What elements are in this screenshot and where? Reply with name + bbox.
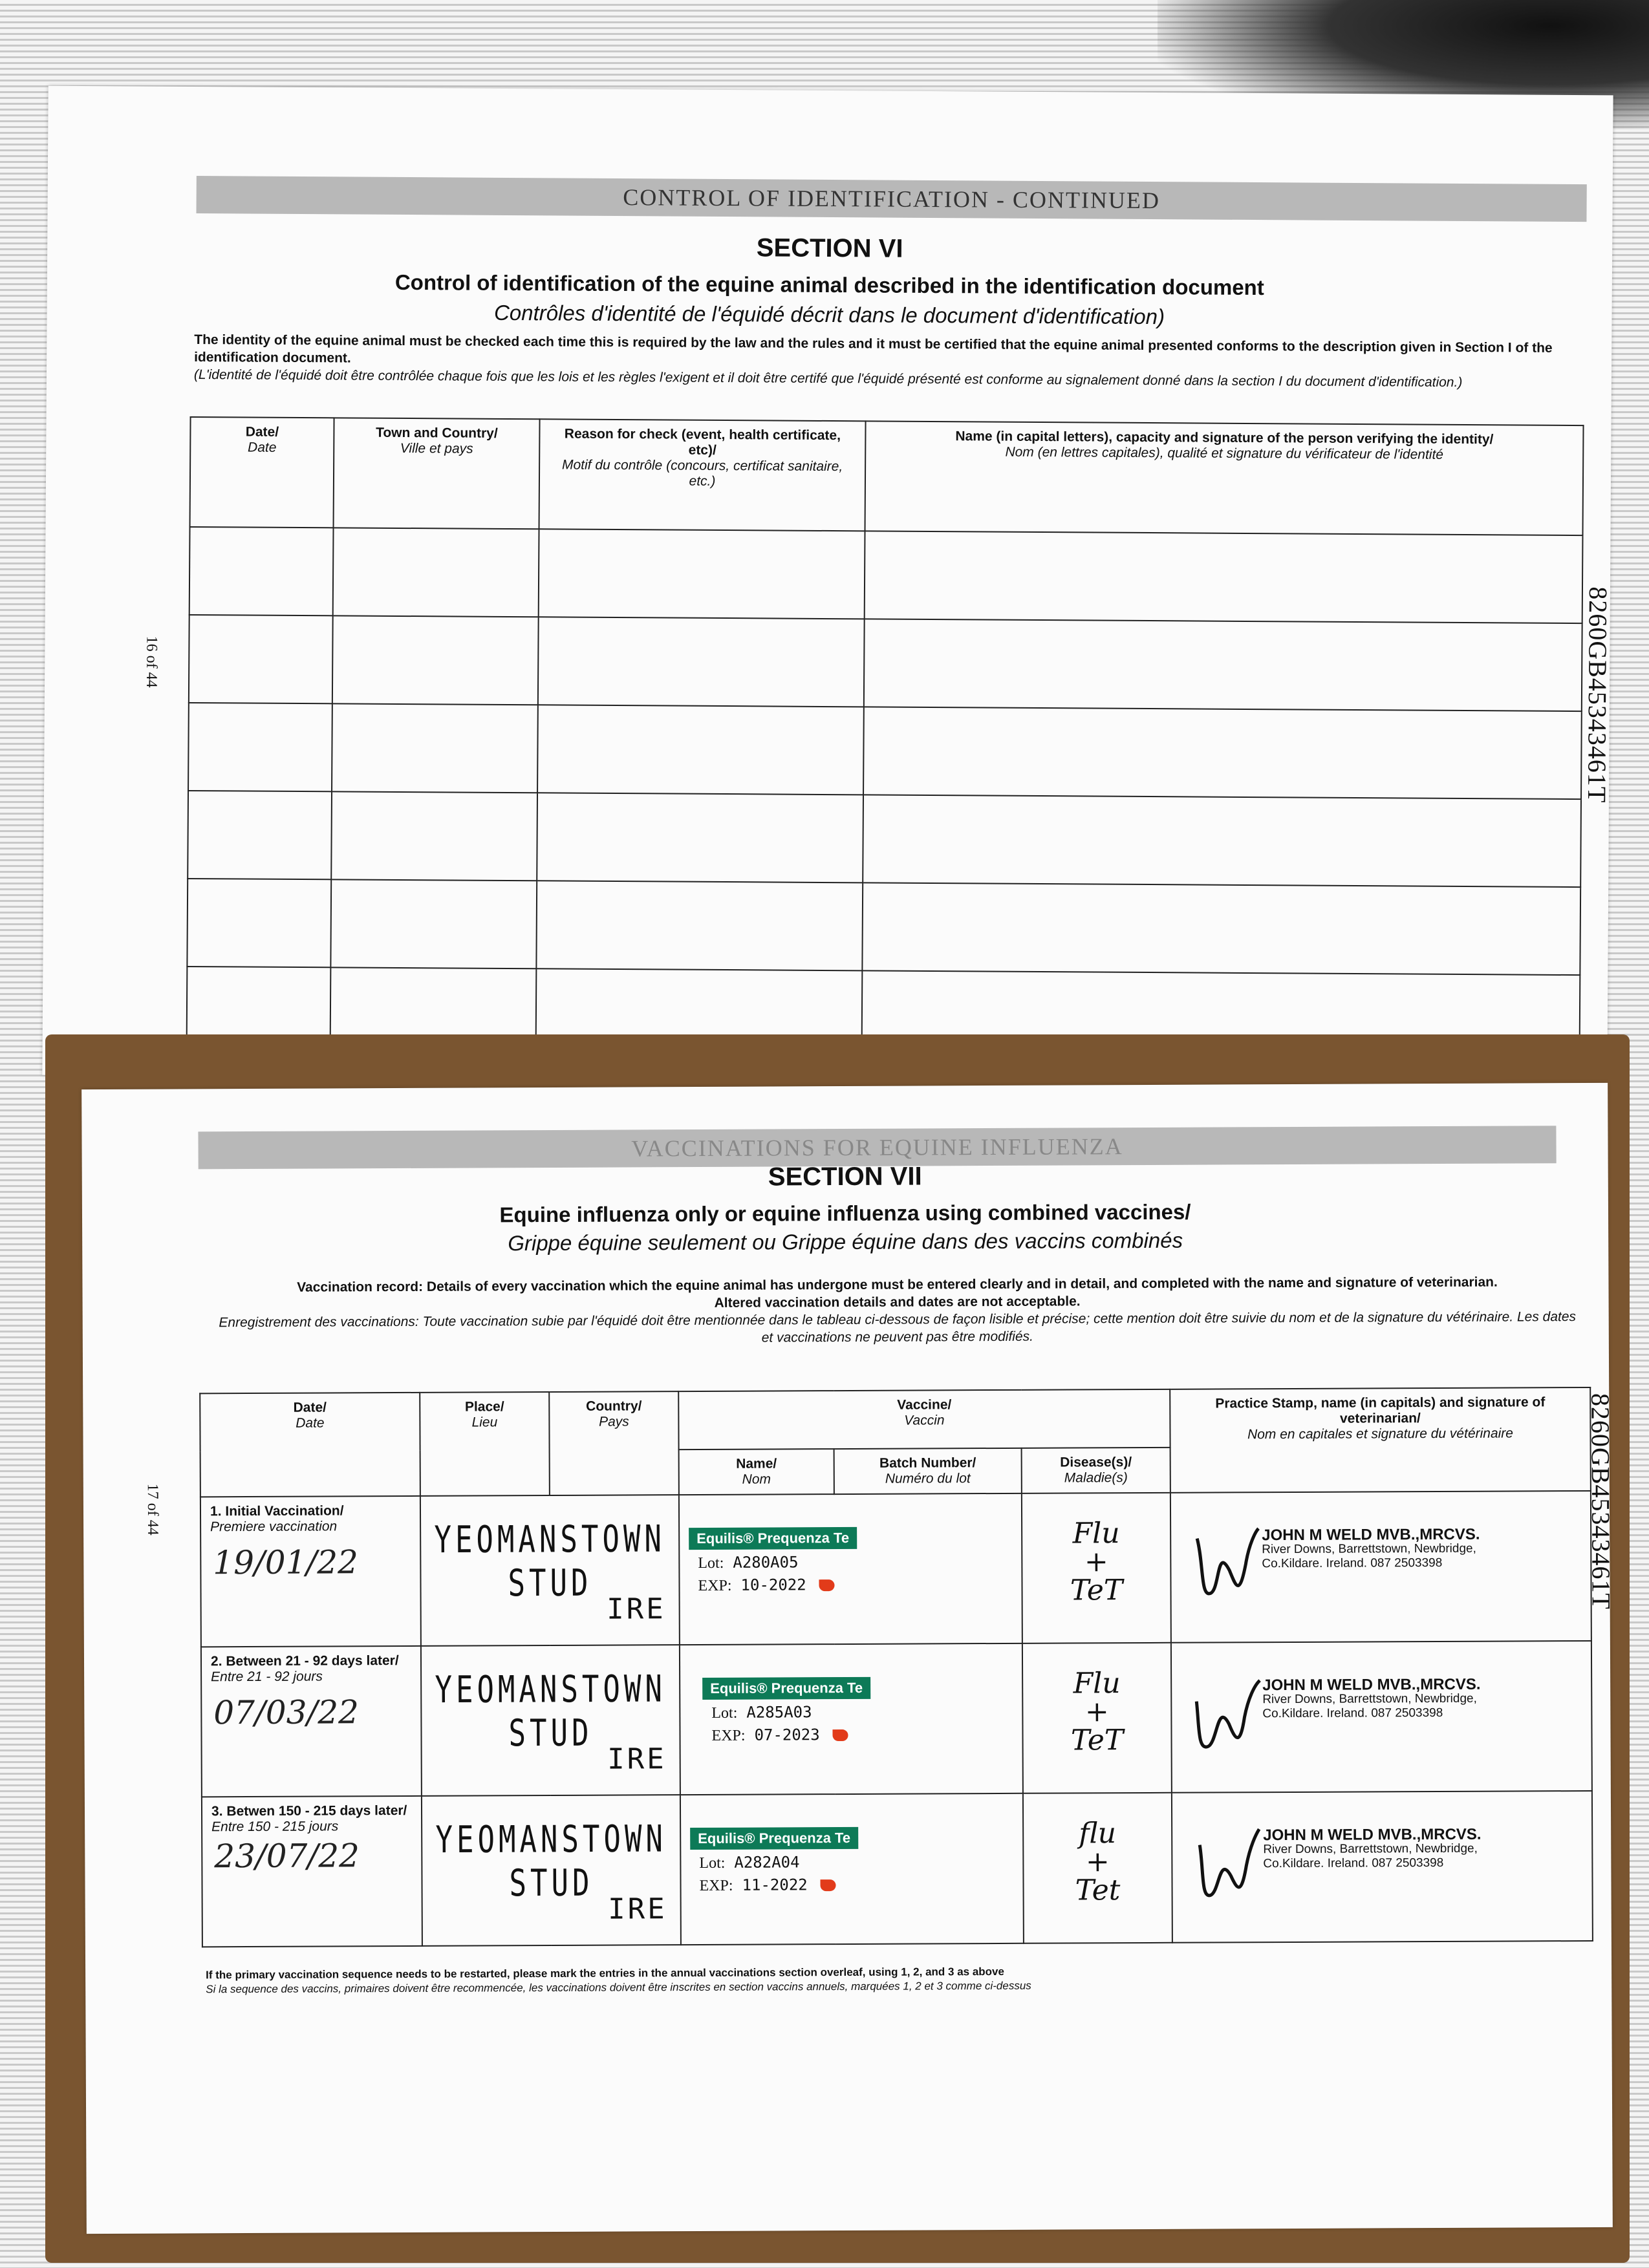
intro-en-2: Altered vaccination details and dates are not acceptable. [714, 1294, 1081, 1311]
handwritten-disease: flu + Tet [1075, 1817, 1121, 1907]
handwritten-disease: Flu + TeT [1070, 1517, 1123, 1607]
handwritten-disease: Flu + TeT [1070, 1667, 1124, 1757]
col-reason: Reason for check (event, health certificate, etc)/ Motif du contrôle (concours, certificat sanitaire, etc.) [539, 419, 866, 531]
vet-stamp [1262, 1675, 1481, 1721]
verifier-cell[interactable] [863, 795, 1581, 887]
vaccine-sticker: Equilis® Prequenza Te Lot: A285A03 EXP: 07-2023 [702, 1676, 1013, 1745]
date-cell[interactable] [187, 879, 331, 967]
place-country-cell[interactable] [422, 1795, 681, 1946]
vet-address: River Downs, Barrettstown, Newbridge, [1262, 1541, 1476, 1557]
expiry-date: 10-2022 [740, 1576, 806, 1594]
vet-stamp-cell[interactable] [1172, 1791, 1593, 1943]
signature-icon [1192, 1825, 1264, 1903]
sticker-mark-icon [821, 1879, 836, 1891]
col-batch-number: Batch Number/ Numéro du lot [834, 1448, 1022, 1494]
disease-cell[interactable] [1022, 1493, 1171, 1643]
vet-stamp-cell[interactable] [1170, 1491, 1591, 1643]
vaccine-brand: Equilis® Prequenza Te [690, 1827, 858, 1850]
document-id: 8260GB45343461T [1582, 586, 1613, 804]
page-number: 17 of 44 [144, 1483, 162, 1535]
town-cell[interactable] [332, 615, 539, 705]
table-row [188, 703, 1582, 799]
vet-name: JOHN M WELD MVB.,MRCVS. [1263, 1825, 1482, 1845]
row-label: 3. Betwen 150 - 215 days later/ Entre 150 - 215 jours [211, 1803, 407, 1835]
col-place: Place/ Lieu [420, 1392, 550, 1496]
date-cell[interactable] [202, 1796, 422, 1947]
date-cell[interactable] [188, 703, 332, 791]
vaccination-row-1 [200, 1491, 1591, 1647]
vet-address: River Downs, Barrettstown, Newbridge, [1263, 1841, 1478, 1857]
footnote-fr: Si la sequence des vaccins, primaires doivent être recommencée, les vaccinations doivent être inscrites en section vaccins annuels, marquées 1, 2 et 3 comme ci-dessus [206, 1979, 1031, 1996]
handwritten-date: 07/03/22 [213, 1693, 360, 1732]
vaccine-sticker: Equilis® Prequenza Te Lot: A280A05 EXP: 10-2022 [689, 1526, 1012, 1595]
date-cell[interactable] [200, 1496, 421, 1647]
sticker-mark-icon [819, 1579, 835, 1591]
section-banner: CONTROL OF IDENTIFICATION - CONTINUED [196, 176, 1586, 222]
table-row [189, 527, 1583, 623]
vet-address-2: Co.Kildare. Ireland. 087 2503398 [1262, 1706, 1443, 1721]
country-stamp: IRE [607, 1592, 666, 1626]
header-row [190, 417, 1584, 535]
vaccination-table [199, 1387, 1593, 1947]
signature-icon [1191, 1525, 1262, 1603]
vaccine-sticker-cell[interactable] [679, 1493, 1022, 1645]
col-practice-stamp: Practice Stamp, name (in capitals) and signature of veterinarian/ Nom en capitales et signature du vétérinaire [1170, 1387, 1591, 1493]
place-country-cell[interactable] [421, 1645, 680, 1796]
vet-stamp [1263, 1825, 1482, 1871]
identity-check-table [186, 416, 1584, 1064]
vet-name: JOHN M WELD MVB.,MRCVS. [1262, 1675, 1481, 1695]
col-date: Date/ Date [190, 417, 334, 528]
footnote-en: If the primary vaccination sequence needs to be restarted, please mark the entries in the annual vaccinations section overleaf, using 1, 2, and 3 as above [206, 1965, 1004, 1982]
vaccine-sticker-cell[interactable] [680, 1793, 1024, 1945]
date-cell[interactable] [189, 615, 333, 703]
vaccination-row-3 [202, 1791, 1593, 1947]
col-vaccine-name: Name/ Nom [679, 1449, 834, 1495]
page-number: 16 of 44 [143, 636, 160, 688]
page-16 [42, 86, 1613, 1085]
table-row [187, 879, 1580, 975]
reason-cell[interactable] [537, 793, 863, 883]
place-stamp: YEOMANSTOWN STUD [434, 1517, 666, 1605]
lot-number: A282A04 [734, 1853, 800, 1872]
vet-address-2: Co.Kildare. Ireland. 087 2503398 [1262, 1556, 1443, 1571]
vaccination-row-2 [201, 1641, 1592, 1797]
reason-cell[interactable] [538, 617, 865, 707]
vaccine-sticker: Equilis® Prequenza Te Lot: A282A04 EXP: 11-2022 [690, 1826, 1013, 1895]
expiry-date: 07-2023 [754, 1726, 820, 1744]
table-row [188, 791, 1581, 887]
intro-en: The identity of the equine animal must be checked each time this is required by the law and the rules and it must be certified that the equine animal presented conforms to the description given in Section I of the identification document. [194, 332, 1553, 366]
disease-cell[interactable] [1023, 1793, 1172, 1943]
row-label: 2. Between 21 - 92 days later/ Entre 21 - 92 jours [210, 1653, 399, 1685]
sticker-mark-icon [833, 1729, 848, 1741]
document-id: 8260GB45343461T [1586, 1393, 1616, 1610]
place-country-cell[interactable] [420, 1495, 680, 1646]
col-verifier: Name (in capital letters), capacity and signature of the person verifying the identity/ Nom (en lettres capitales), qualité et signature du vérificateur de l'identité [865, 421, 1584, 535]
town-cell[interactable] [330, 879, 537, 968]
intro-fr: (L'identité de l'équidé doit être contrôlée chaque fois que les lois et les règles l'exigent et il doit être certifé que l'équidé présenté est conforme au signalement donné dans la section I du document d'identification.) [193, 367, 1463, 390]
verifier-cell[interactable] [864, 619, 1582, 711]
vaccine-sticker-cell[interactable] [680, 1643, 1023, 1795]
intro-en: Vaccination record: Details of every vaccination which the equine animal has undergone must be entered clearly and in detail, and completed with the name and signature of veterinarian. [297, 1274, 1498, 1295]
lot-number: A285A03 [746, 1703, 812, 1722]
section-title: SECTION VII [768, 1162, 922, 1192]
date-cell[interactable] [201, 1646, 422, 1797]
page-17 [81, 1083, 1616, 2234]
lot-number: A280A05 [733, 1553, 799, 1572]
country-stamp: IRE [608, 1892, 667, 1926]
verifier-cell[interactable] [865, 531, 1583, 623]
col-town-country: Town and Country/ Ville et pays [334, 418, 540, 529]
section-subtitle-en: Control of identification of the equine animal described in the identification document [394, 270, 1264, 300]
reason-cell[interactable] [536, 881, 863, 970]
table-row [189, 615, 1582, 711]
vaccine-brand: Equilis® Prequenza Te [702, 1677, 870, 1700]
country-stamp: IRE [607, 1742, 667, 1776]
row-label: 1. Initial Vaccination/ Premiere vaccination [210, 1503, 344, 1535]
date-cell[interactable] [188, 791, 332, 879]
section-title: SECTION VI [756, 233, 903, 263]
vet-address: River Downs, Barrettstown, Newbridge, [1262, 1691, 1477, 1707]
signature-icon [1191, 1675, 1263, 1753]
col-disease: Disease(s)/ Maladie(s) [1022, 1448, 1170, 1493]
vet-stamp [1262, 1525, 1480, 1571]
town-cell[interactable] [331, 791, 537, 881]
vet-address-2: Co.Kildare. Ireland. 087 2503398 [1263, 1856, 1444, 1871]
col-vaccine: Vaccine/ Vaccin [678, 1389, 1170, 1450]
vet-stamp-cell[interactable] [1171, 1641, 1592, 1793]
section-subtitle-fr: Grippe équine seulement ou Grippe équine dans des vaccins combinés [508, 1228, 1183, 1256]
town-cell[interactable] [333, 528, 539, 617]
section-subtitle-fr: Contrôles d'identité de l'équidé décrit dans le document d'identification) [493, 300, 1165, 329]
intro-text [194, 331, 1604, 392]
town-cell[interactable] [332, 703, 538, 793]
date-cell[interactable] [189, 527, 334, 615]
footnote [206, 1962, 1564, 1996]
col-country: Country/ Pays [549, 1391, 679, 1495]
place-stamp: YEOMANSTOWN STUD [435, 1667, 667, 1755]
expiry-date: 11-2022 [742, 1876, 808, 1894]
section-banner: VACCINATIONS FOR EQUINE INFLUENZA [198, 1126, 1556, 1169]
intro-fr: Enregistrement des vaccinations: Toute vaccination subie par l'équidé doit être mentionnée dans le tableau ci-dessous de façon lisible et précise; cette mention doit être suivie du nom et de la signature du vétérinaire. Les dates et vaccinations ne peuvent pas être modifiés. [219, 1309, 1577, 1345]
place-stamp: YEOMANSTOWN STUD [435, 1817, 667, 1905]
header-row-1 [200, 1387, 1590, 1451]
vaccine-brand: Equilis® Prequenza Te [689, 1527, 857, 1550]
disease-cell[interactable] [1022, 1643, 1172, 1793]
intro-text [211, 1273, 1582, 1349]
reason-cell[interactable] [537, 705, 864, 795]
reason-cell[interactable] [539, 529, 865, 619]
verifier-cell[interactable] [862, 883, 1580, 975]
col-date: Date/ Date [200, 1393, 420, 1497]
handwritten-date: 23/07/22 [214, 1837, 360, 1876]
verifier-cell[interactable] [863, 707, 1582, 799]
section-subtitle-en: Equine influenza only or equine influenza using combined vaccines/ [499, 1199, 1191, 1227]
vet-name: JOHN M WELD MVB.,MRCVS. [1262, 1525, 1480, 1545]
handwritten-date: 19/01/22 [213, 1543, 359, 1582]
